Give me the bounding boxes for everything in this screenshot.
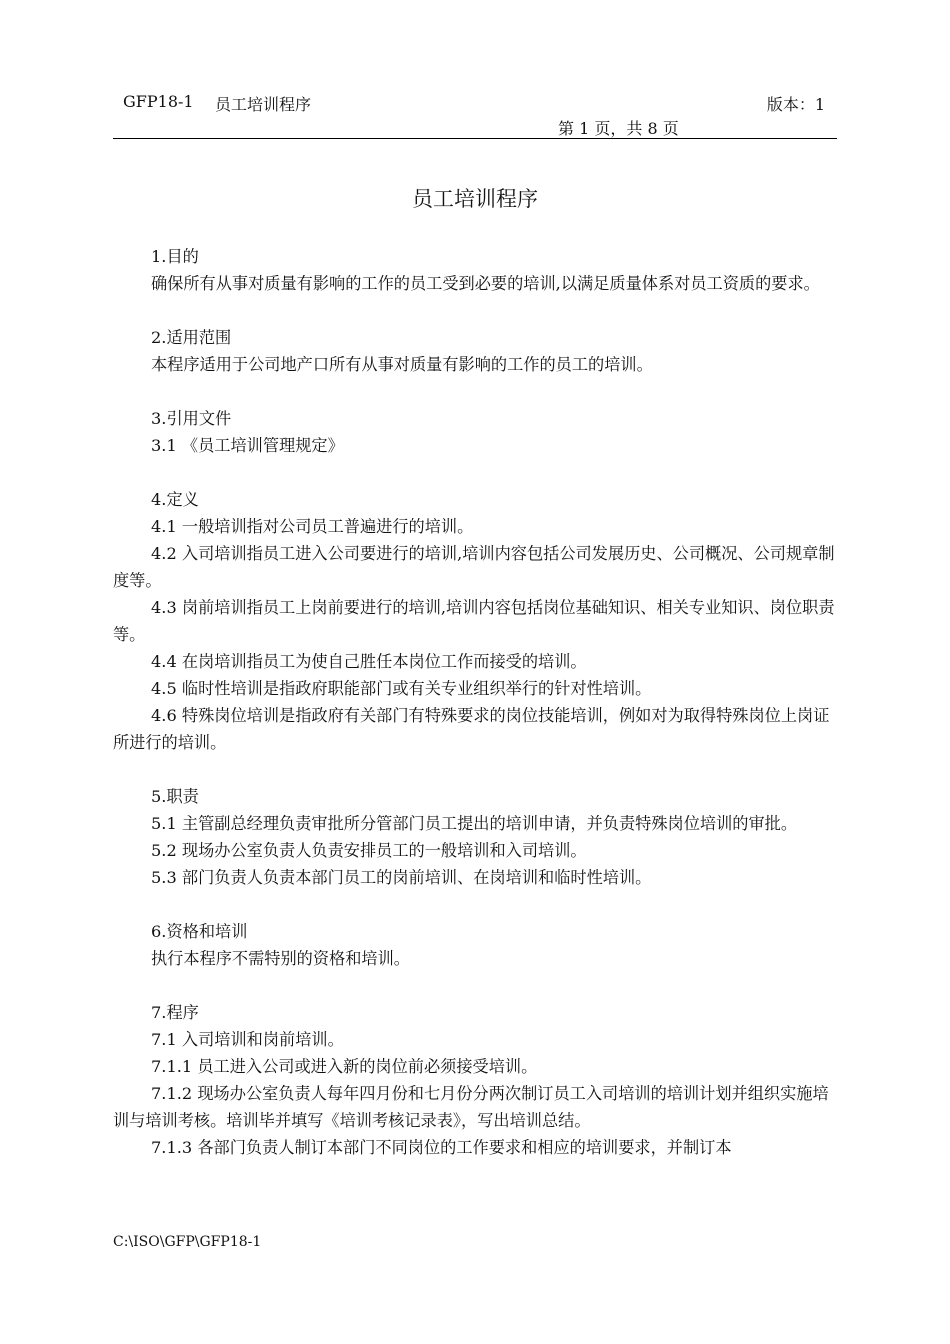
- document-body: [113, 243, 841, 1161]
- section-heading: 5.职责: [151, 787, 199, 806]
- section-heading: 1.目的: [151, 247, 199, 266]
- header-divider: [113, 138, 837, 139]
- paragraph: 7.1.2 现场办公室负责人每年四月份和七月份分两次制订员工入司培训的培训计划并组织实施培训与培训考核。培训毕并填写《培训考核记录表》，写出培训总结。: [113, 1084, 829, 1130]
- section-heading: 4.定义: [151, 490, 199, 509]
- page-number: 第 1 页，共 8 页: [558, 119, 679, 138]
- paragraph: 本程序适用于公司地产口所有从事对质量有影响的工作的员工的培训。: [151, 355, 653, 374]
- paragraph: 确保所有从事对质量有影响的工作的员工受到必要的培训,以满足质量体系对员工资质的要求。: [151, 274, 820, 293]
- paragraph: 4.2 入司培训指员工进入公司要进行的培训,培训内容包括公司发展历史、公司概况、公司规章制度等。: [113, 544, 835, 590]
- header-doc-title: 员工培训程序: [215, 95, 312, 114]
- paragraph: 4.4 在岗培训指员工为使自己胜任本岗位工作而接受的培训。: [151, 652, 587, 671]
- file-path-footer: C:\ISO\GFP\GFP18-1: [113, 1234, 262, 1250]
- section-heading: 2.适用范围: [151, 328, 232, 347]
- doc-code: GFP18-1: [123, 92, 194, 111]
- paragraph: 4.5 临时性培训是指政府职能部门或有关专业组织举行的针对性培训。: [151, 679, 652, 698]
- paragraph: 4.3 岗前培训指员工上岗前要进行的培训,培训内容包括岗位基础知识、相关专业知识、岗位职责等。: [113, 598, 835, 644]
- page-header: [123, 92, 835, 116]
- section-heading: 6.资格和培训: [151, 922, 248, 941]
- paragraph: 4.6 特殊岗位培训是指政府有关部门有特殊要求的岗位技能培训，例如对为取得特殊岗位上岗证所进行的培训。: [113, 706, 830, 752]
- section-heading: 3.引用文件: [151, 409, 232, 428]
- paragraph: 7.1.1 员工进入公司或进入新的岗位前必须接受培训。: [151, 1057, 538, 1076]
- paragraph: 5.2 现场办公室负责人负责安排员工的一般培训和入司培训。: [151, 841, 587, 860]
- paragraph: 3.1 《员工培训管理规定》: [151, 436, 344, 455]
- doc-version: 版本：1: [766, 95, 825, 114]
- paragraph: 7.1.3 各部门负责人制订本部门不同岗位的工作要求和相应的培训要求，并制订本: [151, 1138, 732, 1157]
- document-title: 员工培训程序: [412, 187, 538, 211]
- section-heading: 7.程序: [151, 1003, 199, 1022]
- paragraph: 5.3 部门负责人负责本部门员工的岗前培训、在岗培训和临时性培训。: [151, 868, 652, 887]
- paragraph: 7.1 入司培训和岗前培训。: [151, 1030, 344, 1049]
- paragraph: 5.1 主管副总经理负责审批所分管部门员工提出的培训申请，并负责特殊岗位培训的审批。: [151, 814, 798, 833]
- paragraph: 执行本程序不需特别的资格和培训。: [151, 949, 410, 968]
- paragraph: 4.1 一般培训指对公司员工普遍进行的培训。: [151, 517, 474, 536]
